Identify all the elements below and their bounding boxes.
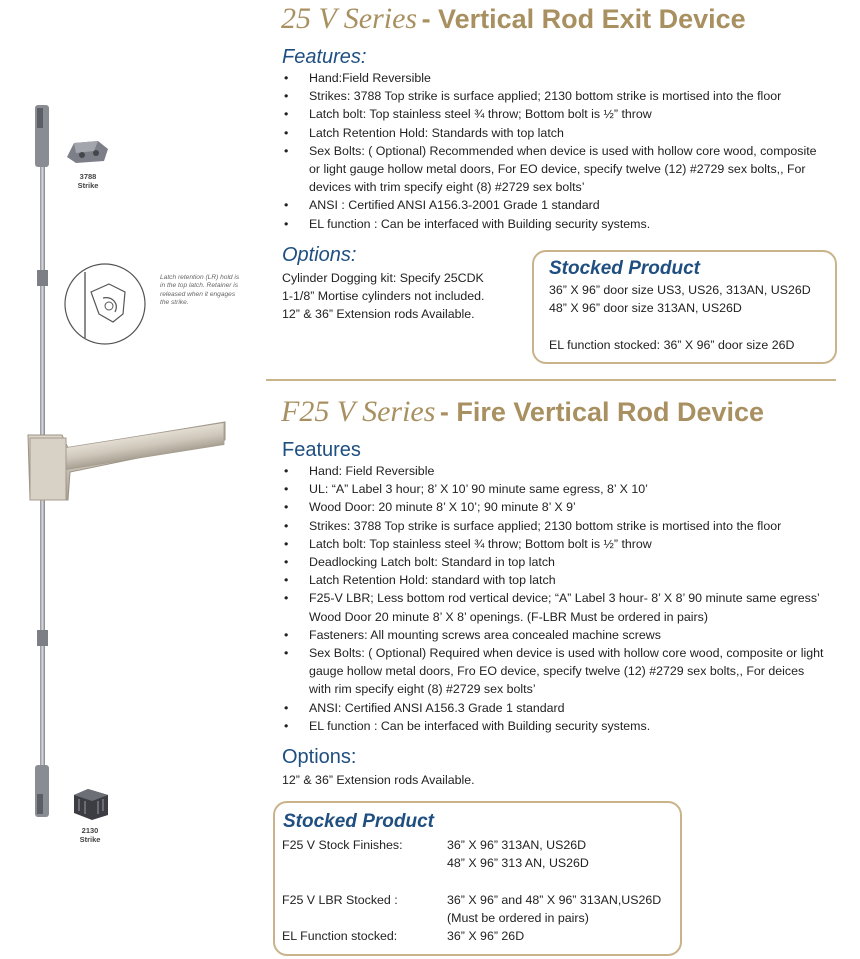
section2-features-heading: Features [282, 439, 361, 461]
stocked-row-label: F25 V Stock Finishes: [282, 838, 403, 852]
list-item: • EL function : Can be interfaced with Building security systems. [281, 215, 826, 233]
stocked-row-label: F25 V LBR Stocked : [282, 893, 398, 907]
section1-title [281, 2, 746, 36]
stocked-row-value: 36” X 96” 26D [447, 929, 525, 943]
list-item: • ANSI: Certified ANSI A156.3 Grade 1 standard [281, 699, 826, 717]
section1-options [282, 269, 484, 324]
section1-options-heading: Options: [282, 244, 357, 266]
stocked-row-value: (Must be ordered in pairs) [447, 911, 589, 925]
list-item: • F25-V LBR; Less bottom rod vertical device; “A” Label 3 hour- 8’ X 8’ 90 minute same egress’ Wood Door 20 minute 8’ X 8’ openings. (F-LBR Must be ordered in pairs) [281, 589, 826, 625]
top-strike-caption: 3788 Strike [77, 172, 99, 190]
strike-3788-icon [64, 137, 112, 165]
stocked-row-value: 36” X 96” and 48” X 96” 313AN,US26D [447, 893, 662, 907]
list-item: • Latch Retention Hold: standard with top latch [281, 571, 826, 589]
latch-detail-circle [63, 262, 147, 346]
option-line: Cylinder Dogging kit: Specify 25CDK [282, 271, 484, 285]
latch-note: Latch retention (LR) hold is in the top latch. Retainer is released when it engages the strike. [160, 274, 240, 307]
section1-features-list [281, 69, 826, 233]
section-divider [266, 379, 836, 381]
section1-title-text: - Vertical Rod Exit Device [421, 4, 746, 34]
list-item: • Hand: Field Reversible [281, 462, 826, 480]
list-item: • Strikes: 3788 Top strike is surface applied; 2130 bottom strike is mortised into the floor [281, 517, 826, 535]
section1-stocked-title: Stocked Product [549, 258, 700, 279]
list-item: • EL function : Can be interfaced with Building security systems. [281, 717, 826, 735]
option-line: 1-1/8” Mortise cylinders not included. [282, 289, 485, 304]
list-item: • Strikes: 3788 Top strike is surface applied; 2130 bottom strike is mortised into the floor [281, 87, 826, 105]
section2-stocked-box [273, 801, 682, 956]
option-line: 12” & 36” Extension rods Available. [282, 307, 475, 322]
stocked-row-label: EL Function stocked: [282, 929, 398, 943]
stocked-row-value: 36” X 96” 313AN, US26D [447, 838, 587, 852]
list-item: • Hand:Field Reversible [281, 69, 826, 87]
list-item: • Fasteners: All mounting screws area concealed machine screws [281, 626, 826, 644]
stocked-row-value: 48” X 96” 313 AN, US26D [447, 856, 589, 870]
section2-series: F25 V Series [281, 395, 436, 428]
section1-series: 25 V Series [281, 2, 418, 35]
list-item: • Sex Bolts: ( Optional) Recommended when device is used with hollow core wood, composite or light gauge hollow metal doors, For EO device, specify twelve (12) #2729 sex bolts,, For devices with trim specify eight (8) #2729 sex bolts’ [281, 142, 826, 197]
product-illustration [0, 60, 260, 900]
section2-title [281, 395, 764, 429]
bottom-strike-caption: 2130 Strike [79, 826, 101, 844]
stocked-el-line: EL function stocked: 36” X 96” door size 26D [549, 338, 795, 352]
list-item: • Wood Door: 20 minute 8’ X 10’; 90 minute 8’ X 9’ [281, 498, 826, 516]
section1-stocked-box [532, 250, 837, 364]
list-item: • Latch bolt: Top stainless steel ¾ throw; Bottom bolt is ½” throw [281, 105, 826, 123]
bottom-strike-image [70, 787, 112, 821]
section1-features-heading: Features: [282, 46, 367, 68]
list-item: • ANSI : Certified ANSI A156.3-2001 Grade 1 standard [281, 196, 826, 214]
stocked-line: 36” X 96” door size US3, US26, 313AN, US26D [549, 283, 811, 297]
section2-stocked-title: Stocked Product [283, 811, 434, 832]
list-item: • Latch Retention Hold: Standards with top latch [281, 124, 826, 142]
latch-detail-icon [63, 262, 147, 346]
list-item: • Deadlocking Latch bolt: Standard in top latch [281, 553, 826, 571]
section2-options-heading: Options: [282, 746, 357, 768]
list-item: • Sex Bolts: ( Optional) Required when device is used with hollow core wood, composite or light gauge hollow metal doors, Fro EO device, specify twelve (12) #2729 sex bolts,, For deices with rim specify eight (8) #2729 sex bolts’ [281, 644, 826, 699]
section2-features-list [281, 462, 826, 735]
list-item: • Latch bolt: Top stainless steel ¾ throw; Bottom bolt is ½” throw [281, 535, 826, 553]
list-item: • UL: “A” Label 3 hour; 8’ X 10’ 90 minute same egress, 8’ X 10’ [281, 480, 826, 498]
option-line: 12” & 36” Extension rods Available. [282, 773, 475, 787]
section2-title-text: - Fire Vertical Rod Device [439, 397, 765, 427]
stocked-line: 48” X 96” door size 313AN, US26D [549, 301, 742, 315]
top-strike-image [64, 137, 112, 165]
strike-2130-icon [70, 787, 112, 821]
vertical-rod-device-drawing [0, 60, 260, 900]
